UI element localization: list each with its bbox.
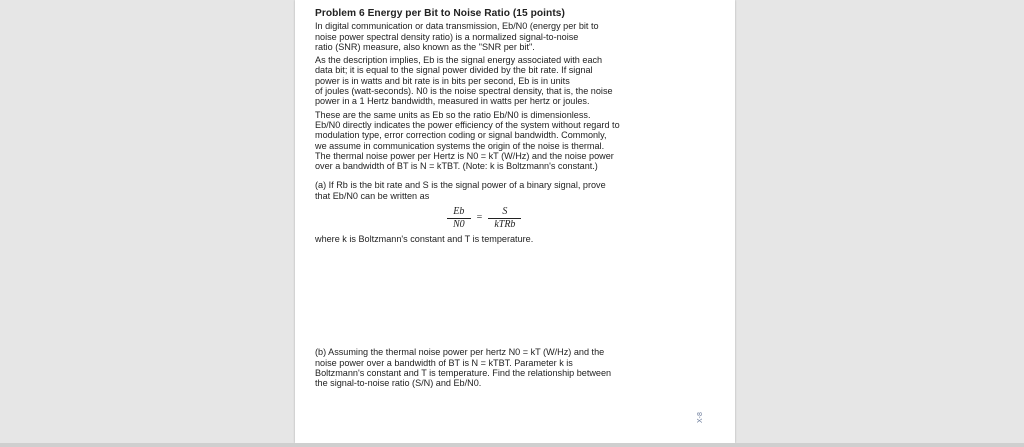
part-b: [315, 347, 695, 388]
text-line: Eb/N0 directly indicates the power efficiency of the system without regard to: [315, 119, 620, 130]
paragraph-units: [315, 110, 695, 172]
text-line: As the description implies, Eb is the signal energy associated with each: [315, 55, 603, 66]
formula-lhs: [447, 206, 471, 231]
problem-title: Problem 6 Energy per Bit to Noise Ratio (15 points): [315, 8, 565, 19]
text-line: we assume in communication systems the origin of the noise is thermal.: [315, 140, 605, 151]
text-line: noise power spectral density ratio) is a normalized signal-to-noise: [315, 31, 579, 42]
formula-rhs-denominator: kTRb: [488, 218, 521, 231]
page-side-mark: X-8: [697, 412, 704, 423]
text-line: Boltzmann's constant and T is temperature. Find the relationship between: [315, 367, 612, 378]
part-a: [315, 180, 695, 201]
paragraph-description: [315, 55, 695, 106]
text-line: power in a 1 Hertz bandwidth, measured in watts per hertz or joules.: [315, 96, 590, 107]
horizontal-scrollbar[interactable]: [0, 443, 1024, 447]
text-line: over a bandwidth of BT is N = kTBT. (Note: k is Boltzmann's constant.): [315, 161, 598, 172]
text-line: These are the same units as Eb so the ratio Eb/N0 is dimensionless.: [315, 109, 591, 120]
page-content: [315, 9, 695, 392]
formula-equals: =: [476, 212, 483, 224]
text-line: the signal-to-noise ratio (S/N) and Eb/N0.: [315, 378, 482, 389]
part-a-tail: [315, 234, 695, 244]
text-line: that Eb/N0 can be written as: [315, 190, 430, 201]
ebno-formula: [447, 206, 521, 231]
text-line: modulation type, error correction coding or signal bandwidth. Commonly,: [315, 130, 607, 141]
text-line: data bit; it is equal to the signal power divided by the bit rate. If signal: [315, 65, 593, 76]
text-line: noise power over a bandwidth of BT is N = kTBT. Parameter k is: [315, 357, 573, 368]
text-line: The thermal noise power per Hertz is N0 = kT (W/Hz) and the noise power: [315, 150, 614, 161]
paragraph-intro: [315, 21, 695, 52]
formula-lhs-numerator: Eb: [453, 206, 465, 218]
formula-rhs-numerator: S: [502, 206, 508, 218]
formula-rhs: [488, 206, 521, 231]
text-line: of joules (watt-seconds). N0 is the noise spectral density, that is, the noise: [315, 86, 613, 97]
formula-lhs-denominator: N0: [447, 218, 471, 231]
spacer: [315, 247, 695, 347]
text-line: (b) Assuming the thermal noise power per hertz N0 = kT (W/Hz) and the: [315, 347, 605, 358]
text-line: where k is Boltzmann's constant and T is temperature.: [315, 234, 534, 245]
text-line: ratio (SNR) measure, also known as the "SNR per bit".: [315, 41, 535, 52]
text-line: In digital communication or data transmission, Eb/N0 (energy per bit to: [315, 21, 599, 32]
text-line: power is in watts and bit rate is in bits per second, Eb is in units: [315, 75, 570, 86]
document-page: [295, 0, 735, 443]
text-line: (a) If Rb is the bit rate and S is the signal power of a binary signal, prove: [315, 180, 606, 191]
